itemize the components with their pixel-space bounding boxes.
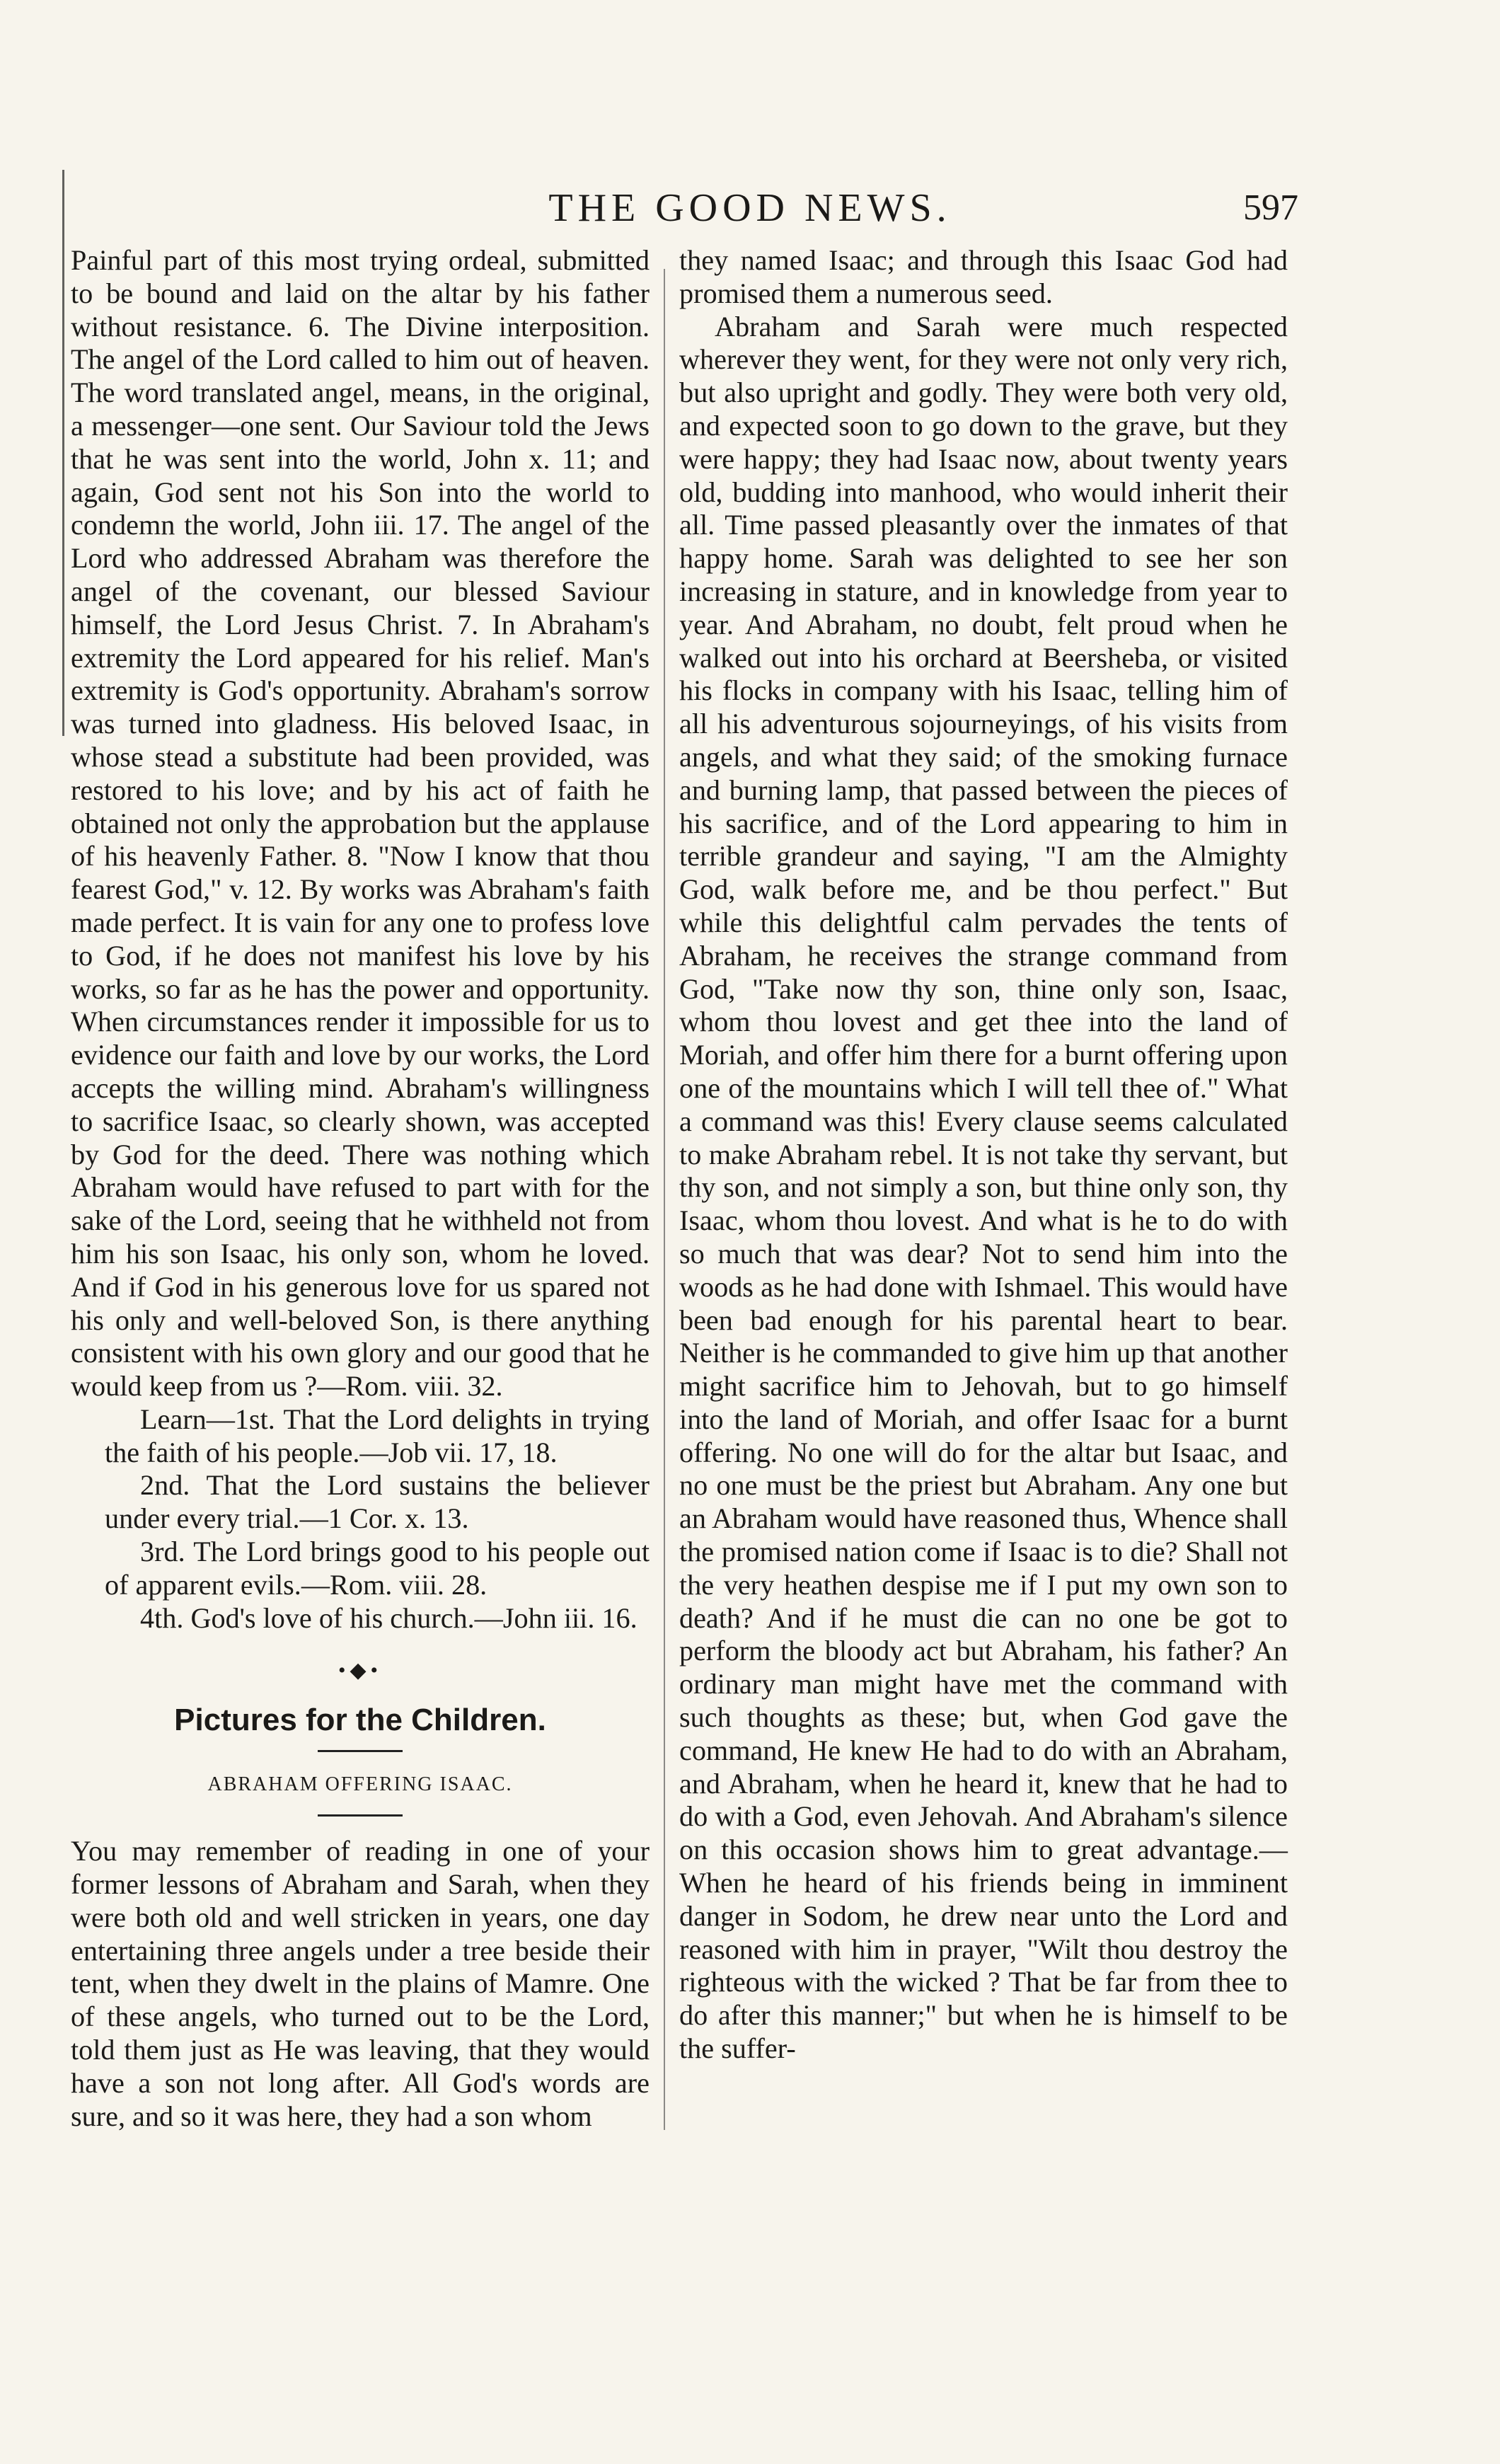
story-title-rule — [318, 1814, 403, 1817]
story-paragraph-2: Abraham and Sarah were much respected wherever they went, for they were not only very rich, but also upright and godly. They were both very old, and expected soon to go down to the grave, but they were happy; they had Isaac now, about twenty years old, budding into manhood, who would inherit their all. Time passed pleasantly over the inmates of that happy home. Sarah was delighted to see her son increasing in stature, and in knowledge from year to year. And Abraham, no doubt, felt proud when he walked out into his orchard at Beersheba, or visited his flocks in company with his Isaac, telling him of all his adventurous sojourneyings, of his visits from angels, and what they said; of the smoking furnace and burning lamp, that passed between the pieces of his sacrifice, and of the Lord appearing to him in terrible grandeur and saying, "I am the Almighty God, walk before me, and be thou perfect." But while this delightful calm pervades the tents of Abraham, he receives the strange command from God, "Take now thy son, thine only son, Isaac, whom thou lovest and get thee into the land of Moriah, and offer him there for a burnt offering upon one of the mountains which I will tell thee of." What a command was this! Every clause seems calculated to make Abraham rebel. It is not take thy servant, but thy son, and not simply a son, but thine only son, thy Isaac, whom thou lovest. And what is he to do with so much that was dear? Not to send him into the woods as he had done with Ishmael. This would have been bad enough for his parental heart to bear. Neither is he commanded to give him up that another might sacrifice him to Jehovah, but to go himself into the land of Moriah, and offer Isaac for a burnt offering. No one will do for the altar but Isaac, and no one must be the priest but Abraham. Any one but an Abraham would have reasoned thus, Whence shall the promised nation come if Isaac is to die? Shall not the very heathen despise me if I put my own son to death? And if he must die can no one be got to perform the bloody act but Abraham, his father? An ordinary man might have met the command with such thoughts as these; but, when God gave the command, He knew He had to do with an Abraham, and Abraham, when he heard it, knew that he had to do with a God, even Jehovah. And Abraham's silence on this occasion shows him to great advantage.—When he heard of his friends being in imminent danger in Sodom, he drew near unto the Lord and reasoned with him in prayer, "Wilt thou destroy the righteous with the wicked ? That be far from thee to do after this manner;" but when he is himself to be the suffer- — [679, 310, 1288, 2065]
learn-item-2: 2nd. That the Lord sustains the believer under every trial.—1 Cor. x. 13. — [105, 1469, 650, 1535]
commentary-paragraph: Painful part of this most trying ordeal, submitted to be bound and laid on the altar by his father without resistance. 6. The Divine interposition. The angel of the Lord called to him out of heaven. The word translated angel, means, in the original, a messenger—one sent. Our Saviour told the Jews that he was sent into the world, John x. 11; and again, God sent not his Son into the world to condemn the world, John iii. 17. The angel of the Lord who addressed Abraham was therefore the angel of the covenant, our blessed Saviour himself, the Lord Jesus Christ. 7. In Abraham's extremity the Lord appeared for his relief. Man's extremity is God's opportunity. Abraham's sorrow was turned into gladness. His beloved Isaac, in whose stead a substitute had been provided, was restored to his love; and by his act of faith he obtained not only the approbation but the applause of his heavenly Father. 8. "Now I know that thou fearest God," v. 12. By works was Abraham's faith made perfect. It is vain for any one to profess love to God, if he does not manifest his love by his works, so far as he has the power and opportunity. When circumstances render it impossible for us to evidence our faith and love by our works, the Lord accepts the willing mind. Abraham's willingness to sacrifice Isaac, so clearly shown, was accepted by God for the deed. There was nothing which Abraham would have refused to part with for the sake of the Lord, seeing that he withheld not from him his son Isaac, his only son, whom he loved. And if God in his generous love for us spared not his only and well-beloved Son, is there anything consistent with his own glory and our good that he would keep from us ?—Rom. viii. 32. — [71, 244, 650, 1403]
left-column — [71, 244, 650, 2133]
running-header-title: THE GOOD NEWS. — [548, 186, 952, 230]
learn-item-3: 3rd. The Lord brings good to his people out of apparent evils.—Rom. viii. 28. — [105, 1536, 650, 1601]
title-rule — [318, 1750, 403, 1752]
page-number: 597 — [1243, 188, 1298, 228]
story-continuation: they named Isaac; and through this Isaac God had promised them a numerous seed. — [679, 244, 1288, 309]
learn-item-1: Learn—1st. That the Lord delights in trying the faith of his people.—Job vii. 17, 18. — [105, 1403, 650, 1468]
left-margin-rule — [62, 170, 64, 736]
story-paragraph: You may remember of reading in one of your former lessons of Abraham and Sarah, when they were both old and well stricken in years, one day entertaining three angels under a tree beside their tent, when they dwelt in the plains of Mamre. One of these angels, who turned out to be the Lord, told them just as He was leaving, that they would have a son not long after. All God's words are sure, and so it was here, they had a son whom — [71, 1835, 650, 2132]
section-title: Pictures for the Children. — [174, 1703, 546, 1738]
section-ornament: •◆• — [338, 1659, 383, 1683]
learn-item-4: 4th. God's love of his church.—John iii. 16. — [140, 1601, 638, 1634]
right-column — [679, 244, 1288, 2066]
column-divider — [664, 269, 665, 2130]
story-title: ABRAHAM OFFERING ISAAC. — [207, 1773, 513, 1796]
